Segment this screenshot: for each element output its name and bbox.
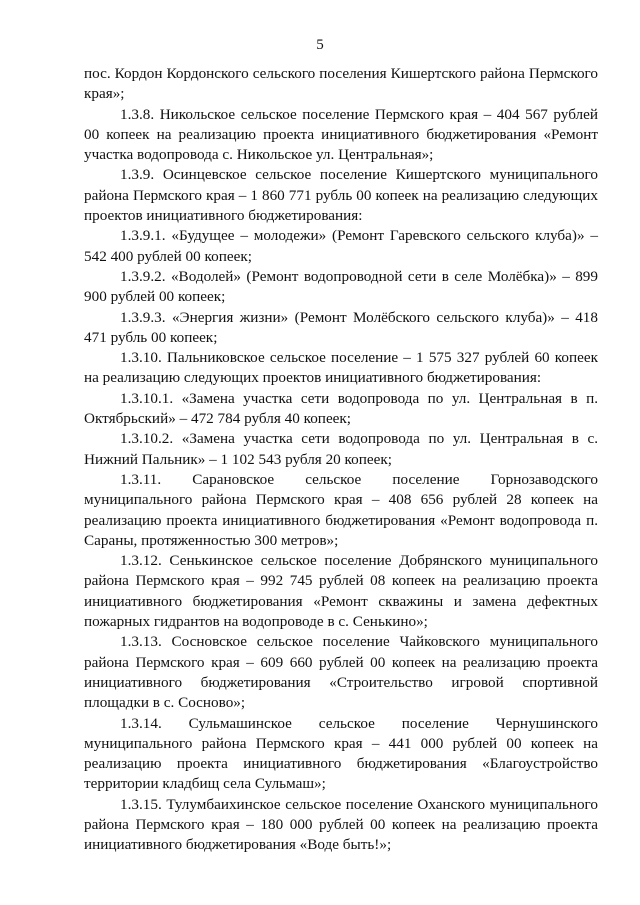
- page-number: 5: [316, 37, 324, 53]
- paragraph-1-3-10: 1.3.10. Пальниковское сельское поселение – 1 575 327 рублей 60 копеек на реализацию следующих проектов инициативного бюджетирования:: [84, 349, 598, 387]
- paragraph-1-3-11: 1.3.11. Сарановское сельское поселение Горнозаводского муниципального района Пермского края – 408 656 рублей 28 копеек на реализацию проекта инициативного бюджетирования «Ремонт водопровода п. Сараны, протяженностью 300 метров»;: [84, 470, 598, 549]
- paragraph-1-3-9-2: 1.3.9.2. «Водолей» (Ремонт водопроводной сети в селе Молёбка)» – 899 900 рублей 00 копеек;: [84, 267, 598, 306]
- paragraph-1-3-9: 1.3.9. Осинцевское сельское поселение Кишертского муниципального района Пермского края – 1 860 771 рубль 00 копеек на реализацию следующих проектов инициативного бюджетирования:: [84, 166, 598, 225]
- paragraph-1-3-9-1: 1.3.9.1. «Будущее – молодежи» (Ремонт Гаревского сельского клуба)» – 542 400 рублей 00 копеек;: [84, 227, 598, 265]
- paragraph-1-3-8: 1.3.8. Никольское сельское поселение Пермского края – 404 567 рублей 00 копеек на реализацию проекта инициативного бюджетирования «Ремонт участка водопровода с. Никольское ул. Центральная»;: [84, 105, 598, 164]
- document-body: [84, 64, 598, 856]
- paragraph-1-3-14: 1.3.14. Сульмашинское сельское поселение Чернушинского муниципального района Пермского края – 441 000 рублей 00 копеек на реализацию проекта инициативного бюджетирования «Благоустройство территории кладбищ села Сульмаш»;: [84, 714, 598, 793]
- paragraph-1-3-10-1: 1.3.10.1. «Замена участка сети водопровода по ул. Центральная в п. Октябрьский» – 472 784 рубля 40 копеек;: [84, 389, 598, 428]
- paragraph-1-3-13: 1.3.13. Сосновское сельское поселение Чайковского муниципального района Пермского края – 609 660 рублей 00 копеек на реализацию проекта инициативного бюджетирования «Строительство игровой спортивной площадки в с. Сосново»;: [84, 633, 598, 712]
- paragraph-1-3-9-3: 1.3.9.3. «Энергия жизни» (Ремонт Молёбского сельского клуба)» – 418 471 рубль 00 копеек;: [84, 308, 598, 346]
- paragraph-1-3-15: 1.3.15. Тулумбаихинское сельское поселение Оханского муниципального района Пермского края – 180 000 рублей 00 копеек на реализацию проекта инициативного бюджетирования «Воде быть!»;: [84, 795, 598, 854]
- paragraph-continuation: пос. Кордон Кордонского сельского поселения Кишертского района Пермского края»;: [84, 65, 598, 103]
- paragraph-1-3-10-2: 1.3.10.2. «Замена участка сети водопровода по ул. Центральная в с. Нижний Пальник» – 1 102 543 рубля 20 копеек;: [84, 430, 598, 468]
- paragraph-1-3-12: 1.3.12. Сенькинское сельское поселение Добрянского муниципального района Пермского края – 992 745 рублей 08 копеек на реализацию проекта инициативного бюджетирования «Ремонт скважины и замена дефектных пожарных гидрантов на водопроводе в с. Сенькино»;: [84, 552, 598, 631]
